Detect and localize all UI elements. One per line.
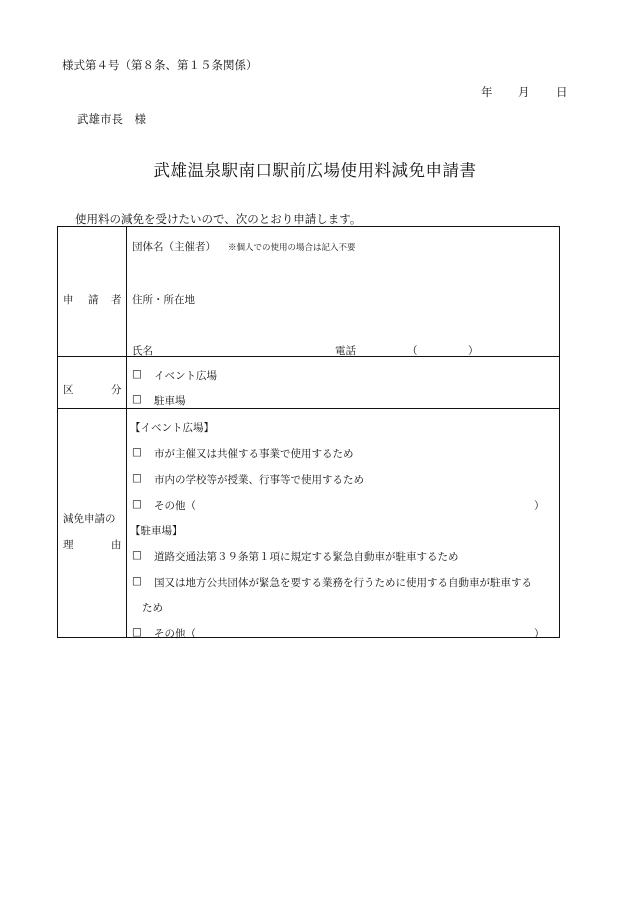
parking-other-close-paren: ） [534, 628, 545, 640]
application-table [57, 226, 560, 638]
date-day-label: 日 [556, 85, 568, 99]
parking-other-label: その他（ [154, 628, 196, 640]
parking-heading: 【駐車場】 [130, 525, 183, 537]
org-name-label: 団体名（主催者） [132, 241, 216, 253]
name-label: 氏名 [132, 345, 153, 357]
date-month-label: 月 [518, 85, 530, 99]
category-checkbox-event[interactable]: □ [132, 368, 142, 380]
reason-label-char-1: 理 [63, 539, 74, 551]
category-checkbox-parking[interactable]: □ [132, 393, 142, 405]
category-option-parking: 駐車場 [154, 395, 186, 407]
address-label: 住所・所在地 [132, 294, 195, 306]
parking-reason-2-checkbox[interactable]: □ [132, 575, 142, 587]
intro-text: 使用料の減免を受けたいので、次のとおり申請します。 [75, 212, 362, 226]
category-label-char-1: 区 [63, 384, 74, 396]
event-other-checkbox[interactable]: □ [132, 498, 142, 510]
event-reason-1-checkbox[interactable]: □ [132, 446, 142, 458]
parking-reason-2-continuation: ため [142, 602, 163, 614]
applicant-label-char-3: 者 [111, 294, 122, 306]
label-column-divider [126, 227, 127, 637]
parking-other-checkbox[interactable]: □ [132, 626, 142, 638]
parking-reason-2-text: 国又は地方公共団体が緊急を要する業務を行うために使用する自動車が駐車する [154, 577, 532, 589]
phone-close-paren: ） [468, 345, 479, 357]
document-title: 武雄温泉駅南口駅前広場使用料減免申請書 [153, 161, 477, 180]
date-year-label: 年 [481, 85, 493, 99]
event-other-close-paren: ） [534, 500, 545, 512]
applicant-label-char-2: 請 [88, 294, 99, 306]
phone-label: 電話 [335, 345, 356, 357]
applicant-label-char-1: 申 [63, 294, 74, 306]
event-reason-1-text: 市が主催又は共催する事業で使用するため [154, 448, 354, 460]
event-other-label: その他（ [154, 500, 196, 512]
event-reason-2-text: 市内の学校等が授業、行事等で使用するため [154, 474, 364, 486]
parking-reason-1-checkbox[interactable]: □ [132, 549, 142, 561]
event-plaza-heading: 【イベント広場】 [130, 422, 214, 434]
parking-reason-1-text: 道路交通法第３９条第１項に規定する緊急自動車が駐車するため [154, 551, 459, 563]
event-reason-2-checkbox[interactable]: □ [132, 472, 142, 484]
org-name-note: ※個人での使用の場合は記入不要 [228, 243, 356, 253]
form-number: 様式第４号（第８条、第１５条関係） [62, 58, 258, 72]
reason-label-line1: 減免申請の [63, 513, 116, 525]
addressee: 武雄市長 様 [77, 112, 146, 126]
phone-open-paren: （ [407, 345, 418, 357]
category-label-char-2: 分 [111, 384, 122, 396]
reason-label-char-2: 由 [111, 539, 122, 551]
category-option-event: イベント広場 [154, 370, 217, 382]
row-divider-category [58, 408, 559, 409]
